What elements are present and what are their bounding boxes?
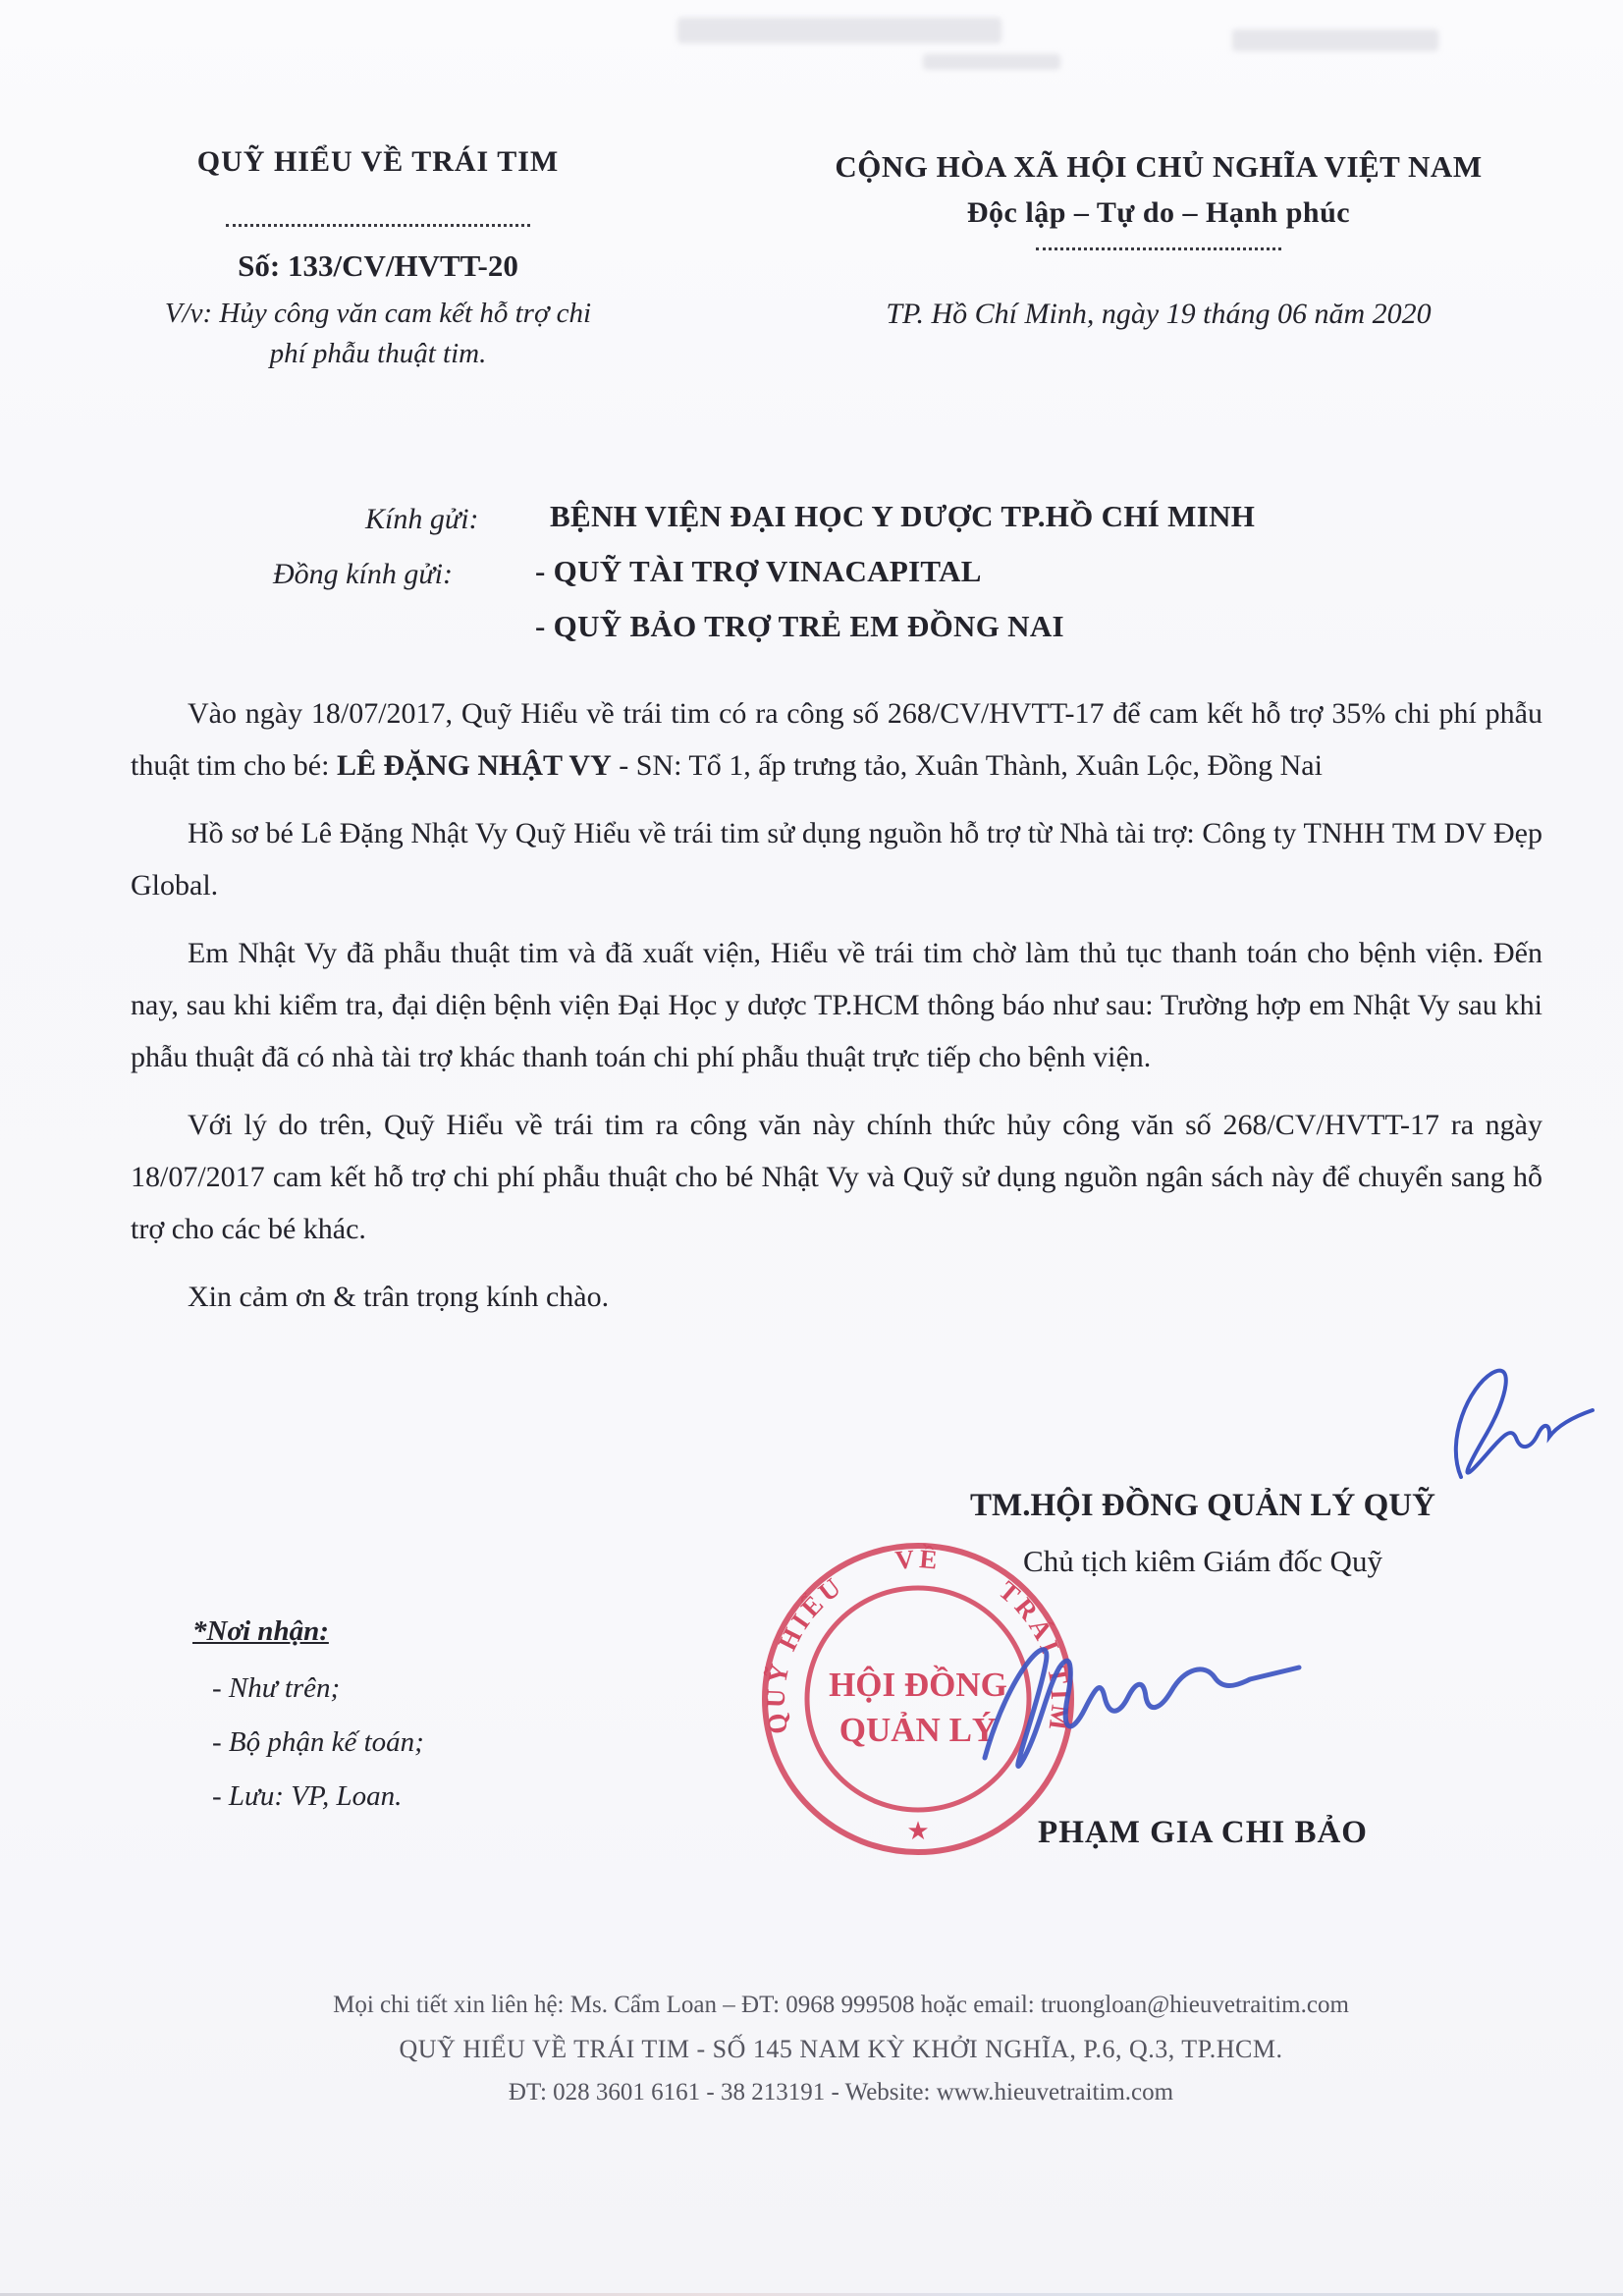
footer-phone-website-line: ĐT: 028 3601 6161 - 38 213191 - Website: www.hieuvetraitim.com	[508, 2079, 1174, 2105]
recipient-cc-value-2: - QUỸ BẢO TRỢ TRẺ EM ĐỒNG NAI	[535, 609, 1064, 643]
closing-line: Xin cảm ơn & trân trọng kính chào.	[188, 1281, 610, 1313]
letterhead-left	[147, 145, 609, 370]
scan-artifact	[923, 54, 1060, 70]
divider-right	[1036, 247, 1281, 250]
scan-artifact	[677, 18, 1001, 43]
subject-line-2: phí phẫu thuật tim.	[269, 338, 487, 369]
national-motto: Độc lập – Tự do – Hạnh phúc	[966, 196, 1351, 229]
distribution-item: - Như trên;	[212, 1672, 341, 1704]
distribution-item: - Bộ phận kế toán;	[212, 1726, 424, 1758]
footer-address-line: QUỸ HIỂU VỀ TRÁI TIM - SỐ 145 NAM KỲ KHỞI NGHĨA, P.6, Q.3, TP.HCM.	[399, 2035, 1283, 2063]
place-dateline: TP. Hồ Chí Minh, ngày 19 tháng 06 năm 2020	[886, 298, 1432, 330]
signer-title: Chủ tịch kiêm Giám đốc Quỹ	[1023, 1544, 1382, 1578]
signing-authority: TM.HỘI ĐỒNG QUẢN LÝ QUỸ	[970, 1488, 1435, 1523]
paragraph-3: Em Nhật Vy đã phẫu thuật tim và đã xuất viện, Hiểu về trái tim chờ làm thủ tục thanh toán cho bệnh viện. Đến nay, sau khi kiểm tra, đại diện bệnh viện Đại Học y dược TP.HCM thông báo như sau: Trường hợp em Nhật Vy sau khi phẫu thuật đã có nhà tài trợ khác thanh toán chi phí phẫu thuật trực tiếp cho bệnh viện.	[131, 937, 1542, 1073]
distribution-label: *Nơi nhận:	[192, 1615, 329, 1647]
document-number: Số: 133/CV/HVTT-20	[238, 248, 518, 283]
signature-initial-icon	[1424, 1353, 1605, 1501]
org-name: QUỸ HIỂU VỀ TRÁI TIM	[196, 145, 560, 178]
signature-scribble	[967, 1611, 1311, 1802]
signer-name: PHẠM GIA CHI BẢO	[1038, 1815, 1368, 1850]
svg-text:QUỸ HIỂU	[761, 1570, 849, 1736]
stamp-center-line-2: QUẢN LÝ	[839, 1711, 998, 1749]
paragraph-1	[131, 687, 1542, 792]
footer-contact-line: Mọi chi tiết xin liên hệ: Ms. Cẩm Loan – ĐT: 0968 999508 hoặc email: truongloan@hieuvetraitim.com	[333, 1992, 1349, 2018]
recipient-to-value: BỆNH VIỆN ĐẠI HỌC Y DƯỢC TP.HỒ CHÍ MINH	[550, 499, 1256, 533]
recipient-cc-value-1: - QUỸ TÀI TRỢ VINACAPITAL	[535, 554, 982, 588]
stamp-arc-top-text: VỀ	[893, 1544, 943, 1575]
stamp-star-icon: ★	[906, 1817, 930, 1845]
paragraph-4: Với lý do trên, Quỹ Hiểu về trái tim ra công văn này chính thức hủy công văn số 268/CV/HVTT-17 ra ngày 18/07/2017 cam kết hỗ trợ chi phí phẫu thuật cho bé Nhật Vy và Quỹ sử dụng nguồn ngân sách này để chuyển sang hỗ trợ cho các bé khác.	[131, 1109, 1542, 1245]
footer	[29, 1992, 1623, 2106]
letter-body	[131, 687, 1542, 1339]
paragraph-1-pre: Vào ngày 18/07/2017, Quỹ Hiểu về trái tim có ra công số 268/CV/HVTT-17 để cam kết hỗ trợ 35% chi phí phẫu thuật tim cho bé:	[131, 697, 1542, 782]
divider-left	[226, 224, 530, 227]
national-title: CỘNG HÒA XÃ HỘI CHỦ NGHĨA VIỆT NAM	[835, 149, 1483, 184]
recipient-cc-label: Đồng kính gửi:	[273, 558, 454, 590]
stamp-arc-left-text: QUỸ HIỂU	[760, 1569, 849, 1736]
distribution-item: - Lưu: VP, Loan.	[212, 1780, 403, 1812]
scan-artifact	[1232, 29, 1438, 51]
distribution-block	[192, 1615, 424, 1824]
letterhead-right	[766, 149, 1551, 331]
stamp-center-line-1: HỘI ĐỒNG	[829, 1666, 1007, 1704]
paragraph-2: Hồ sơ bé Lê Đặng Nhật Vy Quỹ Hiểu về trái tim sử dụng nguồn hỗ trợ từ Nhà tài trợ: Công ty TNHH TM DV Đẹp Global.	[131, 817, 1542, 902]
recipient-to-label: Kính gửi:	[365, 503, 479, 535]
stamp-arc-right-text: TRÁI TIM	[993, 1575, 1076, 1736]
subject-line-1: V/v: Hủy công văn cam kết hỗ trợ chi	[164, 298, 592, 329]
paragraph-1-post: - SN: Tổ 1, ấp trưng tảo, Xuân Thành, Xuân Lộc, Đồng Nai	[611, 749, 1323, 782]
child-name: LÊ ĐẶNG NHẬT VY	[336, 749, 612, 782]
